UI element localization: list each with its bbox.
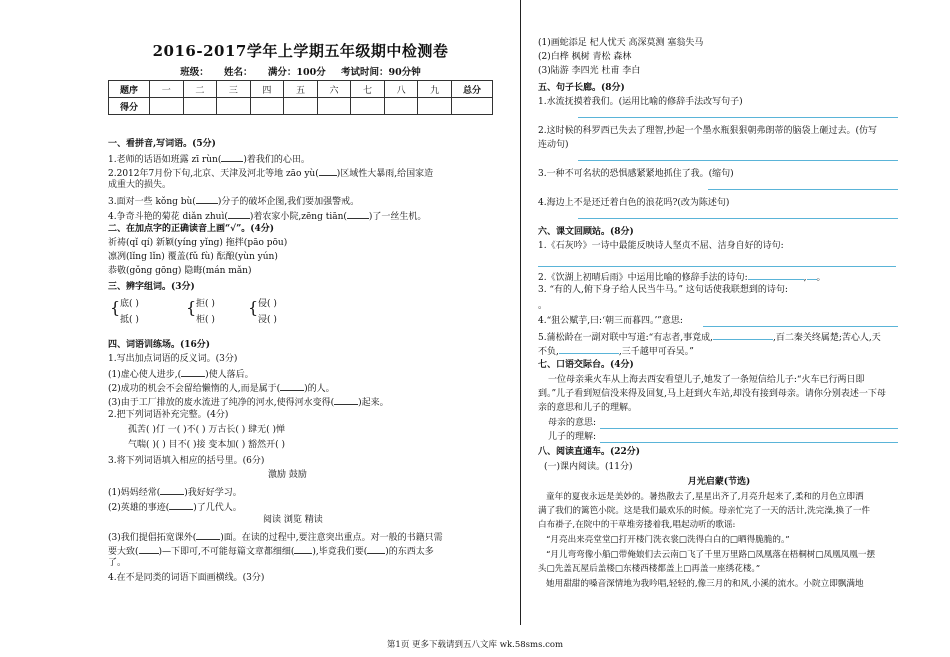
paragraph-line: 亲的意思和儿子的理解。 — [538, 403, 638, 413]
question-line: 2.把下列词语补充完整。(4分) — [108, 410, 229, 420]
score-cell: 题序 — [109, 81, 150, 98]
section-8-heading: 八、阅读直通车。(22分) — [538, 447, 641, 457]
answer-line[interactable] — [578, 160, 898, 161]
question-line: 4.在不是同类的词语下面画横线。(3分) — [108, 573, 265, 583]
pinyin-line: 恭敬(gǒng gōng) 隐晦(mán mǎn) — [108, 266, 252, 276]
question-line: 1.老师的话语如班露 zī rùn( )着我们的心田。 — [108, 151, 310, 167]
page-title: 2016-2017学年上学期五年级期中检测卷 — [152, 42, 449, 60]
passage-line: 白布褂子,在院中的干草堆旁搂着我,唱起动听的歌谣: — [538, 520, 736, 530]
question-line: 2.这时候的科罗西已失去了理智,抄起一个墨水瓶狠狠朝弗朗蒂的脑袋上砸过去。(仿写 — [538, 126, 877, 136]
question-line: 1.水流抚摸着我们。(运用比喻的修辞手法改写句子) — [538, 97, 743, 107]
column-divider — [520, 0, 521, 625]
answer-line[interactable] — [600, 442, 898, 443]
score-cell: 四 — [250, 81, 284, 98]
question-line: (3)我们提倡拓宽课外( )面。在读的过程中,要注意突出重点。对一般的书籍只需 — [108, 529, 443, 545]
passage-line: 她用甜甜的嗓音深情地为我吟唱,轻轻的,像三月的和风,小溪的流水。小院立即飘满地 — [546, 579, 864, 589]
question-line: 2.2012年7月份下旬,北京、天津及河北等地 zāo yù( )区域性大暴雨,给国家造 — [108, 165, 433, 181]
class-label: 班级： — [180, 67, 209, 78]
char-pair: { — [110, 298, 121, 317]
passage-title: 月光启蒙(节选) — [687, 477, 751, 487]
answer-line[interactable] — [708, 189, 898, 190]
question-line: 了。 — [108, 558, 127, 568]
score-cell: 七 — [351, 81, 385, 98]
char-pair-item: 浸( ) — [258, 315, 277, 325]
question-line: 。 — [538, 301, 548, 311]
score-input-cell[interactable] — [217, 98, 251, 115]
question-line: 3. “有的人,俯下身子给人民当牛马。” 这句话使我联想到的诗句: — [538, 285, 788, 295]
word-group-line: (3)陆游 李四光 杜甫 李白 — [538, 66, 641, 76]
section-6-heading: 六、课文回顾站。(8分) — [538, 227, 634, 237]
passage-line: 头□先盖瓦屋后盖楼□东楼西楼都盖上□再盖一座绣花楼。” — [538, 564, 761, 574]
score-input-cell[interactable] — [418, 98, 452, 115]
question-line: 4.争奇斗艳的菊花 diǎn zhuì( )着农家小院,zēng tiān( )了一丝生机。 — [108, 208, 426, 224]
question-line: 3.一种不可名状的恐惧感紧紧地抓住了我。(缩句) — [538, 169, 734, 179]
mother-meaning-label: 母亲的意思: — [548, 418, 597, 428]
score-input-cell[interactable] — [284, 98, 318, 115]
score-input-cell[interactable] — [150, 98, 184, 115]
student-info — [108, 64, 493, 78]
question-line: (1)妈妈经常( )我好好学习。 — [108, 484, 242, 500]
paragraph-line: 到。”儿子看到短信没来得及回复,马上赶到火车站,却没有接到母亲。请你分别表述一下母 — [538, 389, 886, 399]
question-line: 4.海边上不是还迁着白色的浪花吗?(改为陈述句) — [538, 198, 730, 208]
question-line: (2)成功的机会不会留给懒惰的人,而是属于( )的人。 — [108, 380, 335, 396]
word-group-line: (1)画蛇添足 杞人忧天 高深莫测 塞翁失马 — [538, 38, 704, 48]
section-1-heading: 一、看拼音,写词语。(5分) — [108, 139, 216, 149]
question-line: 5.蒲松龄在一副对联中写道:“有志者,事竟成, ,百二秦关终属楚;苦心人,天 — [538, 329, 881, 345]
section-7-heading: 七、口语交际台。(4分) — [538, 360, 634, 370]
score-cell: 三 — [217, 81, 251, 98]
answer-line[interactable] — [538, 266, 896, 267]
question-line: 要大致( )—下即可,不可能每篇文章都细细( ),毕竟我们要( )的东西太多 — [108, 543, 434, 559]
score-cell: 一 — [150, 81, 184, 98]
pinyin-line: 凛冽(lǐng lǐn) 覆盖(fǔ fù) 酝酿(yùn yún) — [108, 252, 278, 262]
name-label: 姓名： — [224, 67, 253, 78]
score-cell: 九 — [418, 81, 452, 98]
char-pair: { — [248, 298, 259, 317]
char-pair-item: 侵( ) — [258, 299, 277, 309]
score-input-cell[interactable] — [317, 98, 351, 115]
answer-line[interactable] — [578, 218, 898, 219]
score-cell: 六 — [317, 81, 351, 98]
score-cell: 五 — [284, 81, 318, 98]
question-line: 连动句) — [538, 140, 569, 150]
passage-line: “月儿弯弯像小船□带俺娘们去云南□飞了千里万里路□凤凰落在梧桐树□凤凰凤凰一摆 — [546, 550, 876, 560]
char-pair: { — [186, 298, 197, 317]
subsection-heading: (一)课内阅读。(11分) — [544, 462, 633, 472]
section-3-heading: 三、辨字组词。(3分) — [108, 282, 195, 292]
answer-line[interactable] — [703, 326, 898, 327]
char-pair-item: 底( ) — [120, 299, 139, 309]
score-input-cell[interactable] — [183, 98, 217, 115]
score-table — [108, 80, 493, 115]
word-bank: 阅读 浏览 精读 — [263, 515, 323, 525]
idiom-line: 气喘( )( ) 目不( )接 变本加( ) 豁然开( ) — [128, 440, 285, 450]
score-cell: 总分 — [452, 81, 493, 98]
exam-time-label: 考试时间：90分钟 — [341, 67, 421, 78]
score-cell: 八 — [384, 81, 418, 98]
score-input-cell[interactable] — [384, 98, 418, 115]
question-line: (2)英雄的事迹( )了几代人。 — [108, 499, 242, 515]
question-line: 3.面对一些 kǒng bù( )分子的破坏企图,我们要加强警戒。 — [108, 193, 359, 209]
char-pair-item: 拒( ) — [196, 299, 215, 309]
section-5-heading: 五、句子长廊。(8分) — [538, 83, 625, 93]
idiom-line: 孤苦( )仃 一( )不( ) 万古长( ) 肆无( )惮 — [128, 425, 285, 435]
question-line: 4.“狙公赋芋,曰:‘朝三而暮四。’”意思: — [538, 316, 683, 326]
question-line: 1.《石灰吟》一诗中最能反映诗人坚贞不屈、洁身自好的诗句: — [538, 241, 784, 251]
score-table-score-row — [109, 98, 493, 115]
question-line: 成重大的损失。 — [108, 180, 172, 190]
score-input-cell[interactable] — [351, 98, 385, 115]
score-input-cell[interactable] — [250, 98, 284, 115]
char-pair-item: 抵( ) — [120, 315, 139, 325]
page-footer: 第1页 更多下载请到五八文库 wk.58sms.com — [386, 640, 564, 650]
answer-line[interactable] — [578, 117, 898, 118]
question-line: 2.《饮湖上初晴后雨》中运用比喻的修辞手法的诗句: , 。 — [538, 269, 826, 285]
full-score-label: 满分：100分 — [267, 67, 326, 78]
question-line: 1.写出加点词语的反义词。(3分) — [108, 354, 238, 364]
word-group-line: (2)白桦 枫树 青松 森林 — [538, 52, 632, 62]
score-input-cell[interactable] — [452, 98, 493, 115]
passage-line: 童年的夏夜永远是美妙的。暑热散去了,星星出齐了,月亮升起来了,柔和的月色立即洒 — [546, 492, 864, 502]
pinyin-line: 祈祷(qǐ qí) 新颖(yíng yǐng) 拖拌(pāo pōu) — [108, 238, 288, 248]
son-understanding-label: 儿子的理解: — [548, 432, 597, 442]
char-pair-item: 柜( ) — [196, 315, 215, 325]
question-line: 3.将下列词语填入相应的括号里。(6分) — [108, 456, 265, 466]
passage-line: “月亮出来亮堂堂□打开楼门洗衣裳□洗得白白的□晒得脆脆的。” — [546, 535, 790, 545]
question-line: (3)由于工厂排放的废水流进了纯净的河水,使得河水变得( )起来。 — [108, 394, 389, 410]
word-bank: 激励 鼓励 — [268, 470, 307, 480]
paragraph-line: 一位母亲乘火车从上海去西安看望儿子,她发了一条短信给儿子:“火车已行两日即 — [548, 375, 865, 385]
score-table-header-row — [109, 81, 493, 98]
section-2-heading: 二、在加点字的正确读音上画“√”。(4分) — [108, 224, 275, 234]
question-line: (1)虚心使人进步,( )使人落后。 — [108, 366, 254, 382]
score-row-label: 得分 — [109, 98, 150, 115]
answer-line[interactable] — [600, 428, 898, 429]
passage-line: 满了我们的篱笆小院。这是我们最欢乐的时候。母亲忙完了一天的活计,洗完澡,换了一件 — [538, 506, 871, 516]
section-4-heading: 四、词语训练场。(16分) — [108, 340, 211, 350]
score-cell: 二 — [183, 81, 217, 98]
question-line: 不负, ,三千越甲可吞吴。” — [538, 343, 694, 359]
